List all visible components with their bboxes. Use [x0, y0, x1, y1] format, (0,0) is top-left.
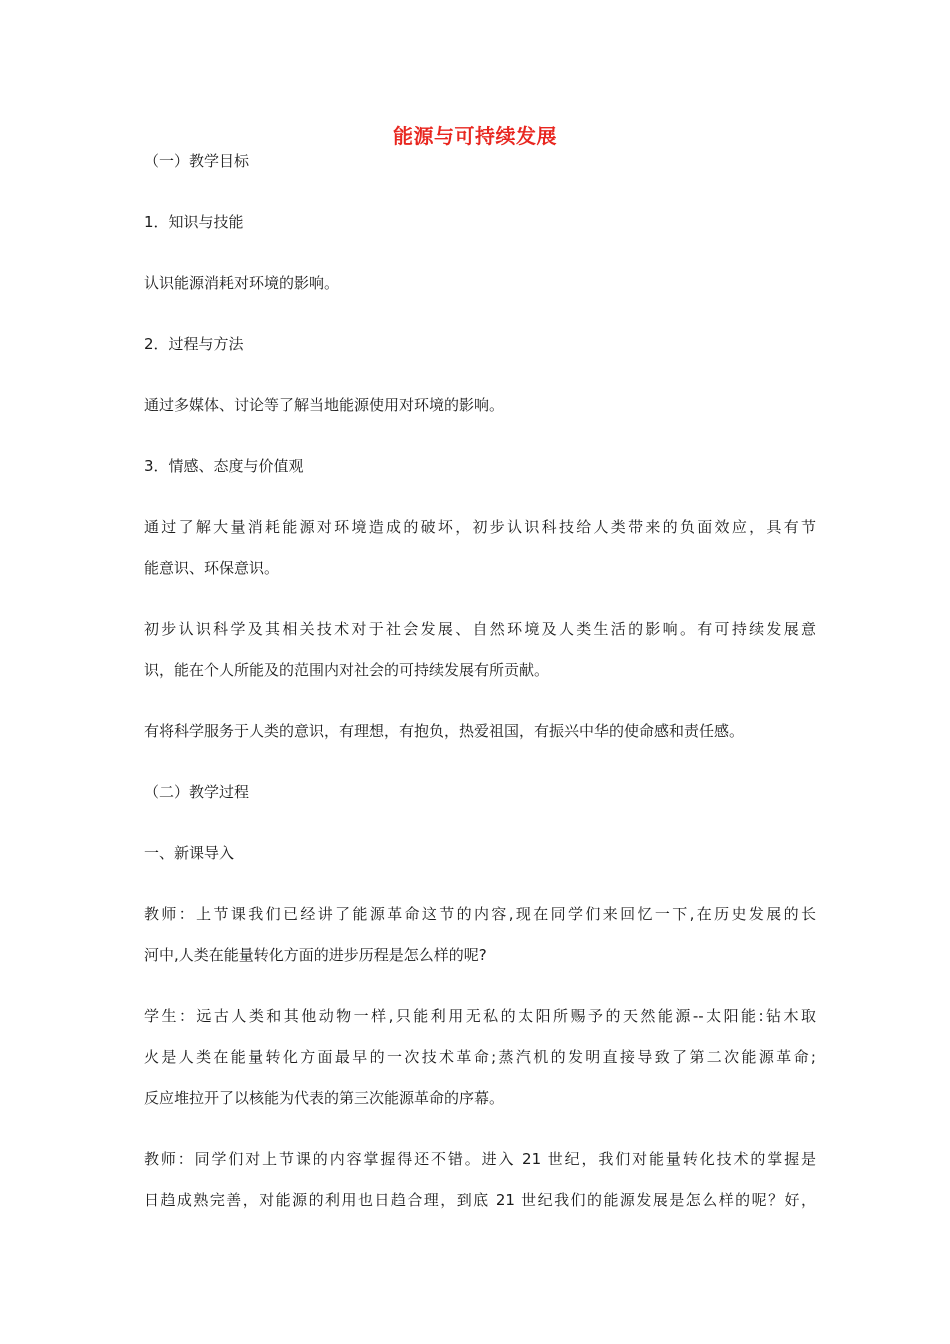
- section-heading-objectives: （一）教学目标: [144, 152, 250, 170]
- subheading-emotion-values: 3．情感、态度与价值观: [144, 457, 304, 475]
- paragraph-line: 初步认识科学及其相关技术对于社会发展、自然环境及人类生活的影响。有可持续发展意: [144, 620, 816, 638]
- section-heading-process: （二）教学过程: [144, 783, 250, 801]
- paragraph-line: 学生：远古人类和其他动物一样,只能利用无私的太阳所赐予的天然能源--太阳能:钻木取: [144, 1007, 816, 1025]
- paragraph-line: 通过了解大量消耗能源对环境造成的破坏，初步认识科技给人类带来的负面效应，具有节: [144, 518, 816, 536]
- paragraph-line: 识，能在个人所能及的范围内对社会的可持续发展有所贡献。: [144, 661, 550, 679]
- paragraph-line: 火是人类在能量转化方面最早的一次技术革命;蒸汽机的发明直接导致了第二次能源革命;: [144, 1048, 816, 1066]
- document-title: 能源与可持续发展: [393, 124, 557, 148]
- paragraph-line: 认识能源消耗对环境的影响。: [144, 274, 340, 292]
- paragraph-line: 能意识、环保意识。: [144, 559, 280, 577]
- paragraph-line: 日趋成熟完善，对能源的利用也日趋合理，到底 21 世纪我们的能源发展是怎么样的呢？好，: [144, 1191, 816, 1209]
- paragraph-line: 反应堆拉开了以核能为代表的第三次能源革命的序幕。: [144, 1089, 505, 1107]
- paragraph-line: 通过多媒体、讨论等了解当地能源使用对环境的影响。: [144, 396, 505, 414]
- paragraph-line: 河中,人类在能量转化方面的进步历程是怎么样的呢?: [144, 946, 487, 964]
- subheading-knowledge-skills: 1．知识与技能: [144, 213, 244, 231]
- paragraph-line: 教师：同学们对上节课的内容掌握得还不错。进入 21 世纪，我们对能量转化技术的掌握是: [144, 1150, 816, 1168]
- subheading-new-lesson: 一、新课导入: [144, 844, 235, 862]
- paragraph-line: 有将科学服务于人类的意识，有理想，有抱负，热爱祖国，有振兴中华的使命感和责任感。: [144, 722, 745, 740]
- paragraph-line: 教师：上节课我们已经讲了能源革命这节的内容,现在同学们来回忆一下,在历史发展的长: [144, 905, 816, 923]
- subheading-process-methods: 2．过程与方法: [144, 335, 244, 353]
